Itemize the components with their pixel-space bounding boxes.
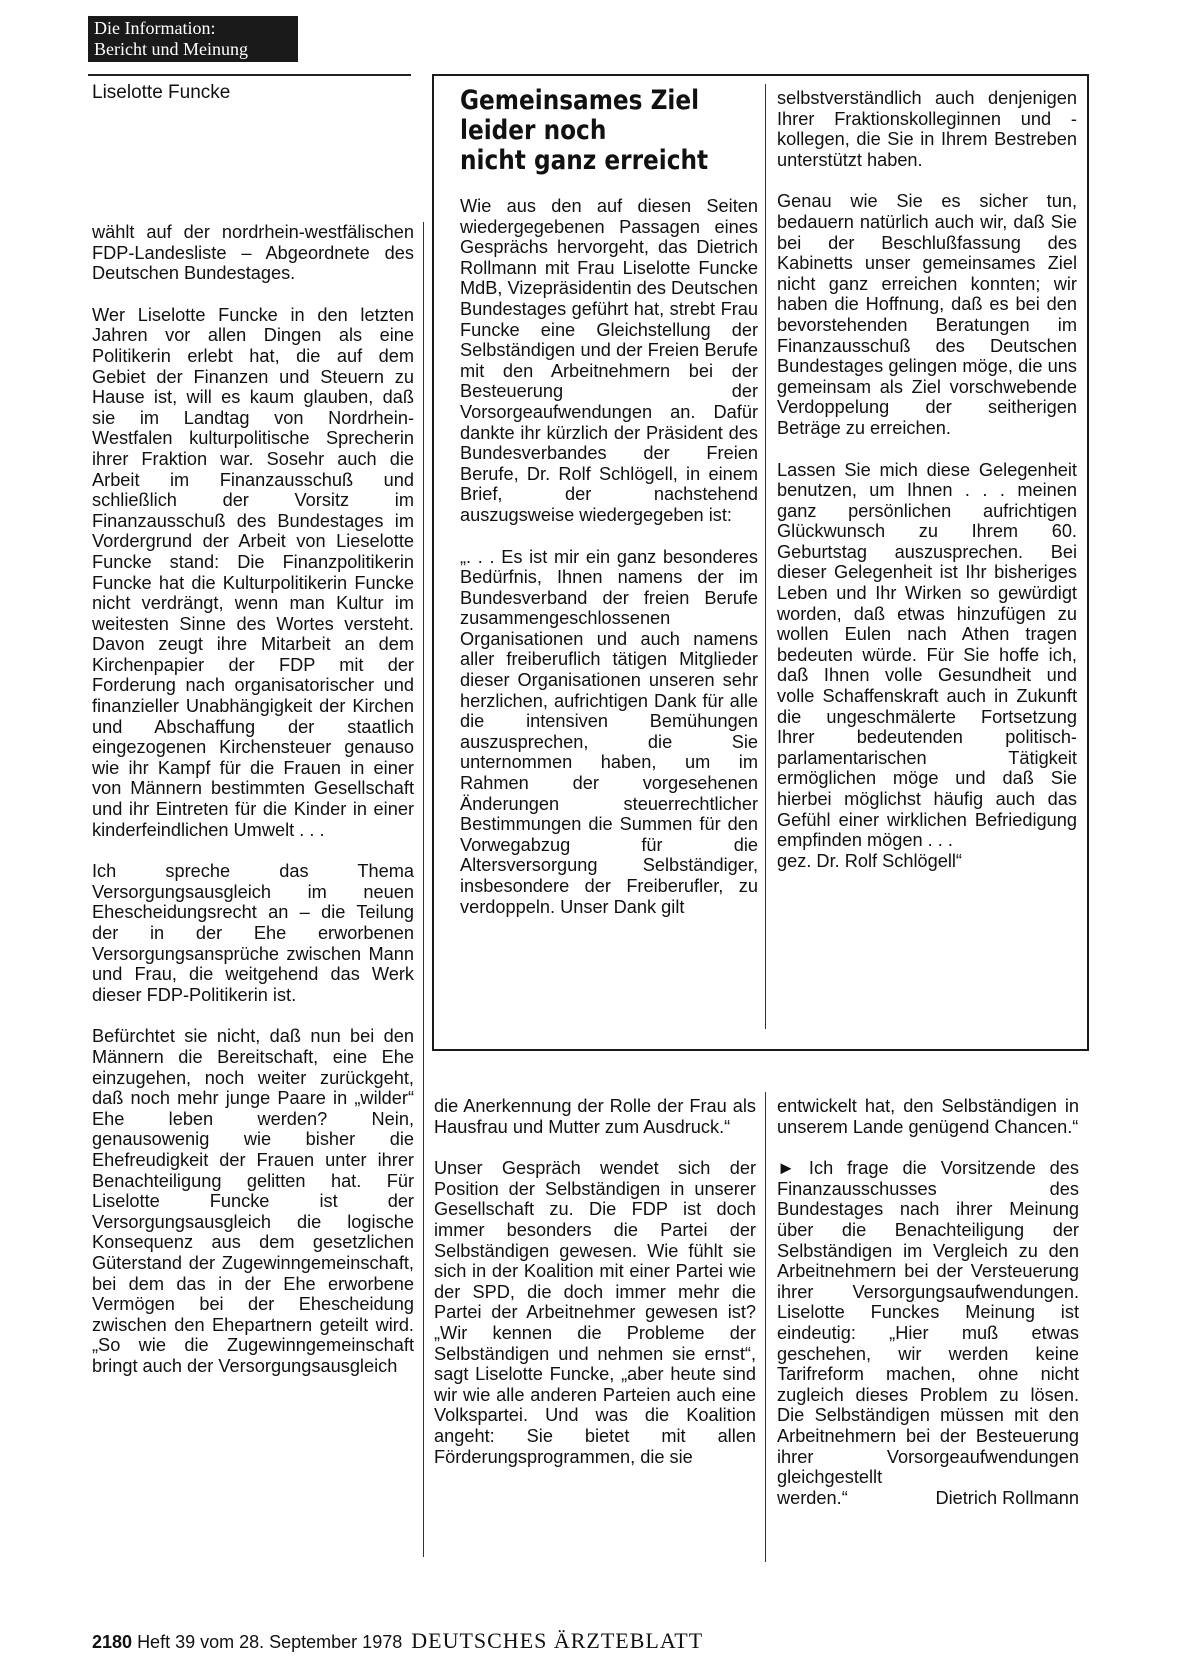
paragraph: Ich spreche das Thema Versorgungsausgleich im neuen Ehescheidungsrecht an – die Teilung der in der Ehe erworbenen Versorgungsansprüche zwischen Mann und Frau, die weitgehend das Werk dieser FDP-Politikerin ist. bbox=[92, 861, 414, 1005]
page-number: 2180 bbox=[92, 1632, 133, 1652]
box-title-line: nicht ganz erreicht bbox=[460, 145, 709, 176]
box-column-right bbox=[777, 88, 1077, 871]
journal-name: DEUTSCHES ÄRZTEBLATT bbox=[411, 1628, 704, 1653]
section-badge bbox=[88, 16, 298, 62]
paragraph: ► Ich frage die Vorsitzende des Finanzausschusses des Bundestages nach ihrer Meinung über die Benachteiligung der Selbständigen im Vergleich zu den Arbeitnehmern bei der Versteuerung ihrer Versorgungsaufwendungen. Liselotte Funckes Meinung ist eindeutig: „Hier muß etwas geschehen, wir werden keine Tarifreform machen, ohne nicht zugleich dieses Problem zu lösen. Die Selbständigen müssen mit den Arbeitnehmern bei der Besteuerung ihrer Vorsorgeaufwendungen gleichgestellt bbox=[777, 1158, 1079, 1488]
box-title bbox=[460, 86, 718, 176]
paragraph: selbstverständlich auch denjenigen Ihrer Fraktionskolleginnen und -kollegen, die Sie in Ihrem Bestreben unterstützt haben. bbox=[777, 88, 1077, 170]
paragraph: Wer Liselotte Funcke in den letzten Jahren vor allen Dingen als eine Politikerin erlebt hat, die auf dem Gebiet der Finanzen und Steuern zu Hause ist, will es kaum glauben, daß sie im Landtag von Nordrhein-Westfalen kulturpolitische Sprecherin ihrer Fraktion war. Sosehr auch die Arbeit im Finanzausschuß und schließlich der Vorsitz im Finanzausschuß des Bundestages im Vordergrund der Arbeit von Lieselotte Funcke stand: Die Finanzpolitikerin Funcke hat die Kulturpolitikerin Funcke nicht verdrängt, wenn man Kultur im weitesten Sinne des Wortes versteht. Davon zeugt ihre Mitarbeit an dem Kirchenpapier der FDP mit der Forderung nach organisatorischer und finanzieller Unabhängigkeit der Kirchen und Abschaffung der staatlich eingezogenen Kirchensteuer genauso wie ihr Kampf für die Frauen in einer von Männern bestimmten Gesellschaft und ihr Eintreten für die Kinder in einer kinderfeindlichen Umwelt . . . bbox=[92, 304, 414, 840]
article-column-3 bbox=[777, 1096, 1079, 1508]
paragraph: wählt auf der nordrhein-westfälischen FDP-Landesliste – Abgeordnete des Deutschen Bundestages. bbox=[92, 222, 414, 284]
top-rule bbox=[88, 74, 411, 76]
paragraph: Wie aus den auf diesen Seiten wiedergegebenen Passagen eines Gesprächs hervorgeht, das Dietrich Rollmann mit Frau Liselotte Funcke MdB, Vizepräsidentin des Deutschen Bundestages geführt hat, strebt Frau Funcke eine Gleichstellung der Selbständigen und der Freien Berufe mit den Arbeitnehmern bei der Besteuerung der Vorsorgeaufwendungen an. Dafür dankte ihr kürzlich der Präsident des Bundesverbandes der Freien Berufe, Dr. Rolf Schlögell, in einem Brief, der nachstehend auszugsweise wiedergegeben ist: bbox=[460, 196, 758, 525]
column-divider bbox=[423, 222, 424, 1557]
paragraph: entwickelt hat, den Selbständigen in unserem Lande genügend Chancen.“ bbox=[777, 1096, 1079, 1137]
box-title-line: leider noch bbox=[460, 115, 607, 146]
section-label-line2: Bericht und Meinung bbox=[94, 39, 248, 59]
quoted-letter: „. . . Es ist mir ein ganz besonderes Bedürfnis, Ihnen namens der im Bundesverband der freien Berufe zusammengeschlossenen Organisationen und auch namens aller freiberuflich tätigen Mitglieder dieser Organisationen unseren sehr herzlichen, aufrichtigen Dank für alle die intensiven Bemühungen auszusprechen, die Sie unternommen haben, um im Rahmen der vorgesehenen Änderungen steuerrechtlicher Bestimmungen die Summen für den Vorwegabzug für die Altersversorgung Selbständiger, insbesondere der Freiberufler, zu verdoppeln. Unser Dank gilt bbox=[460, 546, 758, 917]
section-label-line1: Die Information: bbox=[94, 18, 216, 38]
page-footer bbox=[92, 1628, 703, 1654]
paragraph: Befürchtet sie nicht, daß nun bei den Männern die Bereitschaft, eine Ehe einzugehen, noch weiter zurückgeht, daß noch mehr junge Paare in „wilder“ Ehe leben werden? Nein, genausowenig wie bisher die Ehefreudigkeit der Frauen unter ihrer Benachteiligung gelitten hat. Für Liselotte Funcke ist der Versorgungsausgleich die logische Konsequenz aus dem gesetzlichen Güterstand der Zugewinngemeinschaft, bei dem das in der Ehe erworbene Vermögen bei der Ehescheidung zwischen den Ehepartnern geteilt wird. „So wie die Zugewinngemeinschaft bringt auch der Versorgungsausgleich bbox=[92, 1026, 414, 1376]
letter-signature: gez. Dr. Rolf Schlögell“ bbox=[777, 850, 962, 871]
byline-row bbox=[777, 1488, 1079, 1509]
box-column-left bbox=[460, 196, 758, 917]
paragraph: die Anerkennung der Rolle der Frau als Hausfrau und Mutter zum Ausdruck.“ bbox=[434, 1096, 756, 1137]
article-column-2 bbox=[434, 1096, 756, 1467]
box-column-divider bbox=[765, 84, 766, 1029]
column-divider bbox=[765, 1092, 766, 1562]
author-byline: Dietrich Rollmann bbox=[935, 1487, 1079, 1508]
issue-info: Heft 39 vom 28. September 1978 bbox=[137, 1632, 403, 1652]
author-name: Liselotte Funcke bbox=[92, 82, 231, 103]
article-column-1 bbox=[92, 222, 414, 1376]
box-title-line: Gemeinsames Ziel bbox=[460, 85, 700, 116]
paragraph: Lassen Sie mich diese Gelegenheit benutzen, um Ihnen . . . meinen ganz persönlichen aufrichtigen Glückwunsch zu Ihrem 60. Geburtstag auszusprechen. Bei dieser Gelegenheit ist Ihr bisheriges Leben und Ihr Wirken so gewürdigt worden, daß etwas hinzufügen zu wollen Eulen nach Athen tragen bedeuten würde. Für Sie hoffe ich, daß Ihnen volle Gesundheit und volle Schaffenskraft auch in Zukunft die ungeschmälerte Fortsetzung Ihrer bedeutenden politisch-parlamentarischen Tätigkeit ermöglichen möge und daß Sie hierbei möglichst häufig auch das Gefühl einer wirklichen Befriedigung empfinden mögen . . . bbox=[777, 459, 1077, 851]
paragraph: Genau wie Sie es sicher tun, bedauern natürlich auch wir, daß Sie bei der Beschlußfassung des Kabinetts unser gemeinsames Ziel nicht ganz erreichen konnten; wir haben die Hoffnung, daß es bei den bevorstehenden Beratungen im Finanzausschuß des Deutschen Bundestages gelingen möge, die uns gemeinsam als Ziel vorschwebende Verdoppelung der seitherigen Beträge zu erreichen. bbox=[777, 191, 1077, 438]
paragraph: Unser Gespräch wendet sich der Position der Selbständigen in unserer Gesellschaft zu. Die FDP ist doch immer besonders die Partei der Selbständigen gewesen. Wie fühlt sie sich in der Koalition mit einer Partei wie der SPD, die doch immer mehr die Partei der Arbeitnehmer gewesen ist? „Wir kennen die Probleme der Selbständigen und nehmen sie ernst“, sagt Liselotte Funcke, „aber heute sind wir wie alle anderen Parteien auch eine Volkspartei. Und was die Koalition angeht: Sie bietet mit allen Förderungsprogrammen, die sie bbox=[434, 1158, 756, 1467]
paragraph-end: werden.“ bbox=[777, 1487, 848, 1508]
